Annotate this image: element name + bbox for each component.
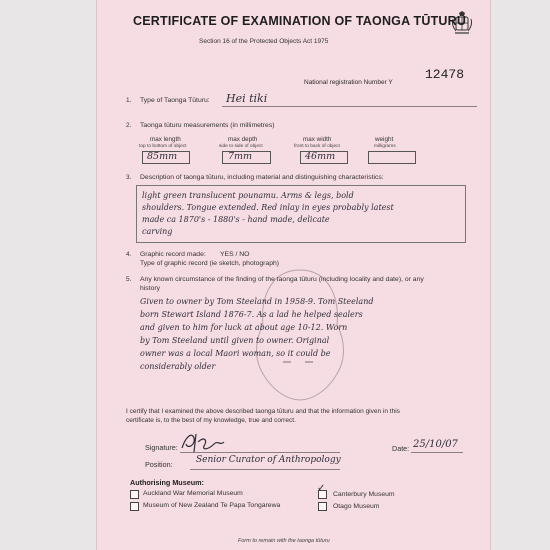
max-depth-label: max depth: [228, 136, 258, 143]
te-papa-label: Museum of New Zealand Te Papa Tongarewa: [143, 502, 281, 509]
description-line-3: made ca 1870's - 1880's - hand made, delicate: [142, 215, 330, 224]
section-3-number: 3.: [126, 174, 132, 181]
signature-label: Signature:: [145, 443, 178, 452]
max-length-label: max length: [150, 136, 181, 143]
description-line-2: shoulders. Tongue extended. Red inlay in eyes probably latest: [142, 203, 394, 212]
max-length-sub: top to bottom of object: [139, 144, 187, 149]
max-width-value: 46mm: [305, 151, 336, 162]
position-label: Position:: [145, 460, 173, 469]
registration-label: National registration Number Y: [304, 79, 393, 86]
te-papa-checkbox: [130, 502, 139, 511]
description-line-4: carving: [142, 227, 173, 236]
canterbury-museum-label: Canterbury Museum: [333, 491, 395, 498]
weight-label: weight: [375, 136, 394, 143]
date-value: 25/10/07: [413, 439, 458, 450]
history-line-6: considerably older: [140, 362, 216, 371]
history-label: Any known circumstance of the finding of the taonga tūturu (including locality and date), or any: [140, 276, 424, 283]
max-depth-sub: side to side of object: [219, 144, 263, 149]
signature-line: [180, 452, 340, 453]
history-line-3: and given to him for luck at about age 10-12. Worn: [140, 323, 348, 332]
taonga-type-line: [222, 106, 477, 107]
registration-number: 12478: [425, 67, 465, 82]
date-label: Date:: [392, 444, 410, 453]
history-line-4: by Tom Steeland until given to owner. Original: [140, 336, 330, 345]
section-4-number: 4.: [126, 251, 132, 258]
checkmark-icon: ✓: [317, 483, 326, 494]
max-depth-value: 7mm: [228, 151, 253, 162]
graphic-record-options: YES / NO: [220, 251, 250, 258]
position-line: [190, 469, 340, 470]
max-width-sub: front to back of object: [294, 144, 340, 149]
tiki-outline-showthrough: [245, 265, 355, 405]
weight-field: [368, 151, 416, 164]
position-value: Senior Curator of Anthropology: [196, 455, 341, 465]
section-2-label: Taonga tūturu measurements (in millimetres): [140, 122, 275, 129]
history-line-2: born Stewart Island 1876-7. As a lad he helped sealers: [140, 310, 363, 319]
weight-sub: milligrams: [374, 144, 396, 149]
history-line-1: Given to owner by Tom Steeland in 1958-9. Tom Steeland: [140, 297, 374, 306]
section-5-number: 5.: [126, 276, 132, 283]
max-length-value: 85mm: [147, 151, 178, 162]
graphic-record-label: Graphic record made:: [140, 251, 206, 258]
description-line-1: light green translucent pounamu. Arms & legs, bold: [142, 191, 354, 200]
date-line: [411, 452, 463, 453]
auckland-museum-checkbox: [130, 490, 139, 499]
graphic-record-type-label: Type of graphic record (ie sketch, photograph): [140, 260, 280, 267]
page-title: CERTIFICATE OF EXAMINATION OF TAONGA TŪTURU: [133, 14, 467, 28]
max-width-label: max width: [303, 136, 332, 143]
otago-museum-checkbox: [318, 502, 327, 511]
section-2-number: 2.: [126, 122, 132, 129]
section-1-number: 1.: [126, 97, 132, 104]
footer-note: Form to remain with the taonga tūturu: [238, 538, 330, 544]
history-line-5: owner was a local Maori woman, so it could be: [140, 349, 331, 358]
certify-line-2: certificate is, to the best of my knowledge, true and correct.: [126, 417, 296, 424]
authorising-museum-heading: Authorising Museum:: [130, 478, 204, 487]
section-3-label: Description of taonga tūturu, including material and distinguishing characteristics:: [140, 174, 384, 181]
auckland-museum-label: Auckland War Memorial Museum: [143, 490, 243, 497]
taonga-type-value: Hei tiki: [226, 92, 268, 105]
handwritten-signature: [178, 430, 228, 454]
section-1-label: Type of Taonga Tūturu:: [140, 97, 210, 104]
history-label-2: history: [140, 285, 161, 292]
otago-museum-label: Otago Museum: [333, 503, 380, 510]
certify-line-1: I certify that I examined the above described taonga tūturu and that the information given in this: [126, 408, 400, 415]
page-subtitle: Section 16 of the Protected Objects Act 1975: [199, 38, 329, 45]
